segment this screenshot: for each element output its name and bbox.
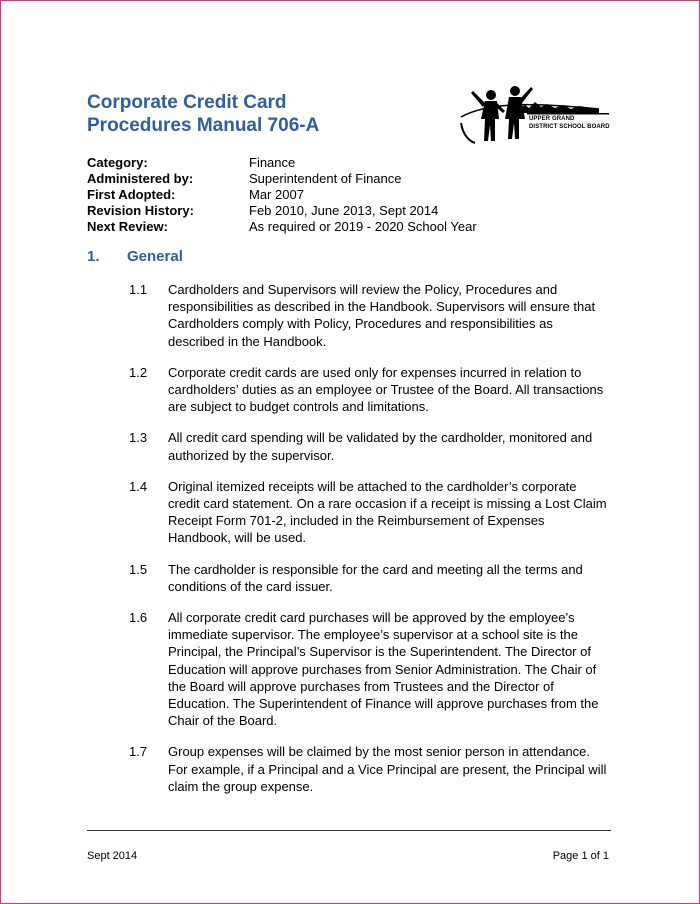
meta-label: Revision History: [87,203,194,218]
list-item [129,743,609,795]
section-heading [87,248,183,266]
page-number: Page 1 of 1 [552,850,609,862]
meta-row-first-adopted [87,187,477,203]
item-text: Group expenses will be claimed by the most senior person in attendance. For example, if a Principal and a Vice Principal are present, the Principal will claim the group expense. [168,744,607,794]
meta-value: Feb 2010, June 2013, Sept 2014 [249,203,439,218]
procedure-list [129,281,609,809]
list-item [129,609,609,729]
item-number: 1.2 [129,364,148,380]
footer-date: Sept 2014 [87,850,138,862]
meta-row-category [87,155,477,171]
meta-value: Finance [249,155,296,170]
item-number: 1.5 [129,561,148,577]
title-line-1: Corporate Credit Card [87,92,287,113]
section-title: General [127,248,183,265]
title-line-2: Procedures Manual 706-A [87,115,320,136]
meta-value: As required or 2019 - 2020 School Year [249,219,477,234]
item-text: All corporate credit card purchases will be approved by the employee’s immediate supervisor. The employee’s supervisor at a school site is the Principal, the Principal’s Supervisor is the Superintendent. The Director of Education will approve purchases from Senior Administration. The Chair of the Board will approve purchases from Trustees and the Director of Education. The Superintendent of Finance will approve purchases from the Chair of the Board. [168,610,599,729]
item-number: 1.6 [129,610,148,626]
meta-row-next-review [87,219,477,235]
item-text: The cardholder is responsible for the card and meeting all the terms and conditions of the card issuer. [168,561,583,594]
logo-wordmark [529,115,610,131]
footer-divider [87,830,611,831]
item-text: Original itemized receipts will be attached to the cardholder’s corporate credit card statement. On a rare occasion if a receipt is missing a Lost Claim Receipt Form 701-2, included in the Reimbursement of Expenses Handbook, will be used. [168,478,607,546]
item-number: 1.1 [129,282,148,297]
logo-line-2: DISTRICT SCHOOL BOARD [529,124,610,130]
meta-label: Administered by: [87,171,194,186]
list-item [129,281,609,350]
document-title [87,91,319,137]
meta-value: Superintendent of Finance [249,171,402,186]
meta-label: Next Review: [87,219,168,234]
list-item [129,429,609,463]
meta-label: First Adopted: [87,187,176,202]
meta-value: Mar 2007 [249,187,304,202]
item-number: 1.7 [129,744,148,760]
list-item [129,561,609,595]
document-metadata [87,155,477,235]
item-text: Cardholders and Supervisors will review the Policy, Procedures and responsibilities as described in the Handbook. Supervisors will ensure that Cardholders comply with Policy, Procedures and responsibilities as described in the Handbook. [168,282,596,349]
item-text: Corporate credit cards are used only for expenses incurred in relation to cardholders’ duties as an employee or Trustee of the Board. All transactions are subject to budget controls and limitations. [168,364,604,415]
item-number: 1.3 [129,430,148,446]
meta-row-revision-history [87,203,477,219]
list-item [129,364,609,416]
item-text: All credit card spending will be validated by the cardholder, monitored and authorized by the supervisor. [168,430,593,463]
item-number: 1.4 [129,478,148,494]
logo-line-1: UPPER GRAND [529,116,575,122]
section-number: 1. [87,248,100,265]
meta-label: Category: [87,155,148,170]
list-item [129,478,609,547]
meta-row-administered-by [87,171,477,187]
